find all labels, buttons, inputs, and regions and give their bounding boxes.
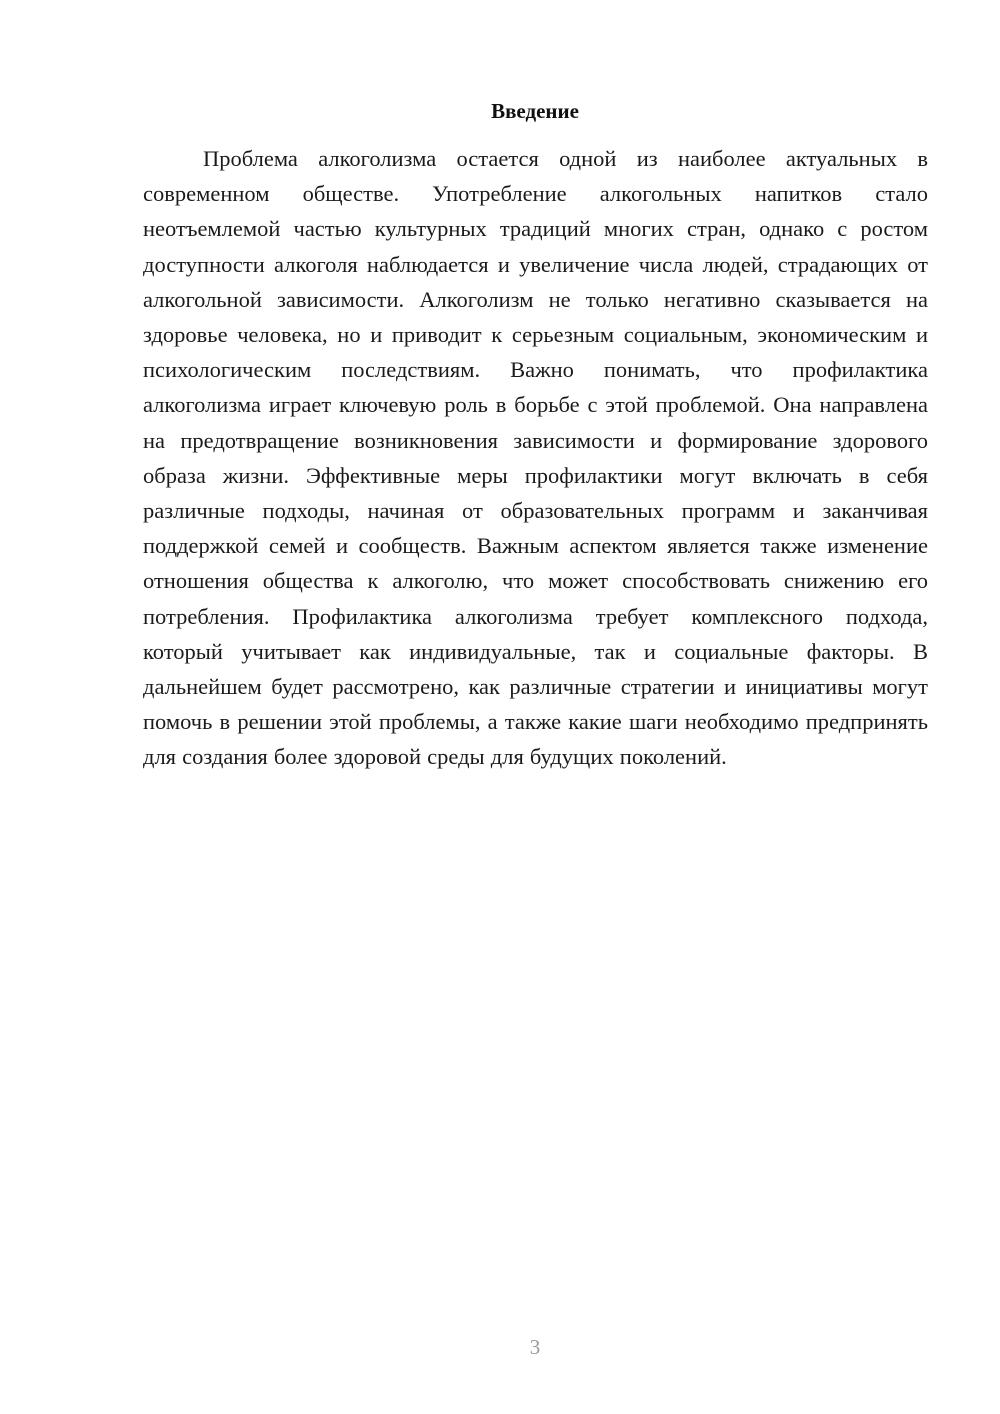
intro-paragraph: Проблема алкоголизма остается одной из наиболее актуальных в современном обществе. Употребление алкогольных напитков стало неотъемлемой частью культурных традиций многих стран, однако с ростом доступности алкоголя наблюдается и увеличение числа людей, страдающих от алкогольной зависимости. Алкоголизм не только негативно сказывается на здоровье человека, но и приводит к серьезным социальным, экономическим и психологическим последствиям. Важно понимать, что профилактика алкоголизма играет ключевую роль в борьбе с этой проблемой. Она направлена на предотвращение возникновения зависимости и формирование здорового образа жизни. Эффективные меры профилактики могут включать в себя различные подходы, начиная от образовательных программ и заканчивая поддержкой семей и сообществ. Важным аспектом является также изменение отношения общества к алкоголю, что может способствовать снижению его потребления. Профилактика алкоголизма требует комплексного подхода, который учитывает как индивидуальные, так и социальные факторы. В дальнейшем будет рассмотрено, как различные стратегии и инициативы могут помочь в решении этой проблемы, а также какие шаги необходимо предпринять для создания более здоровой среды для будущих поколений. xyxy=(143,146,928,770)
page-number: 3 xyxy=(529,1335,541,1359)
section-heading: Введение xyxy=(491,99,579,123)
